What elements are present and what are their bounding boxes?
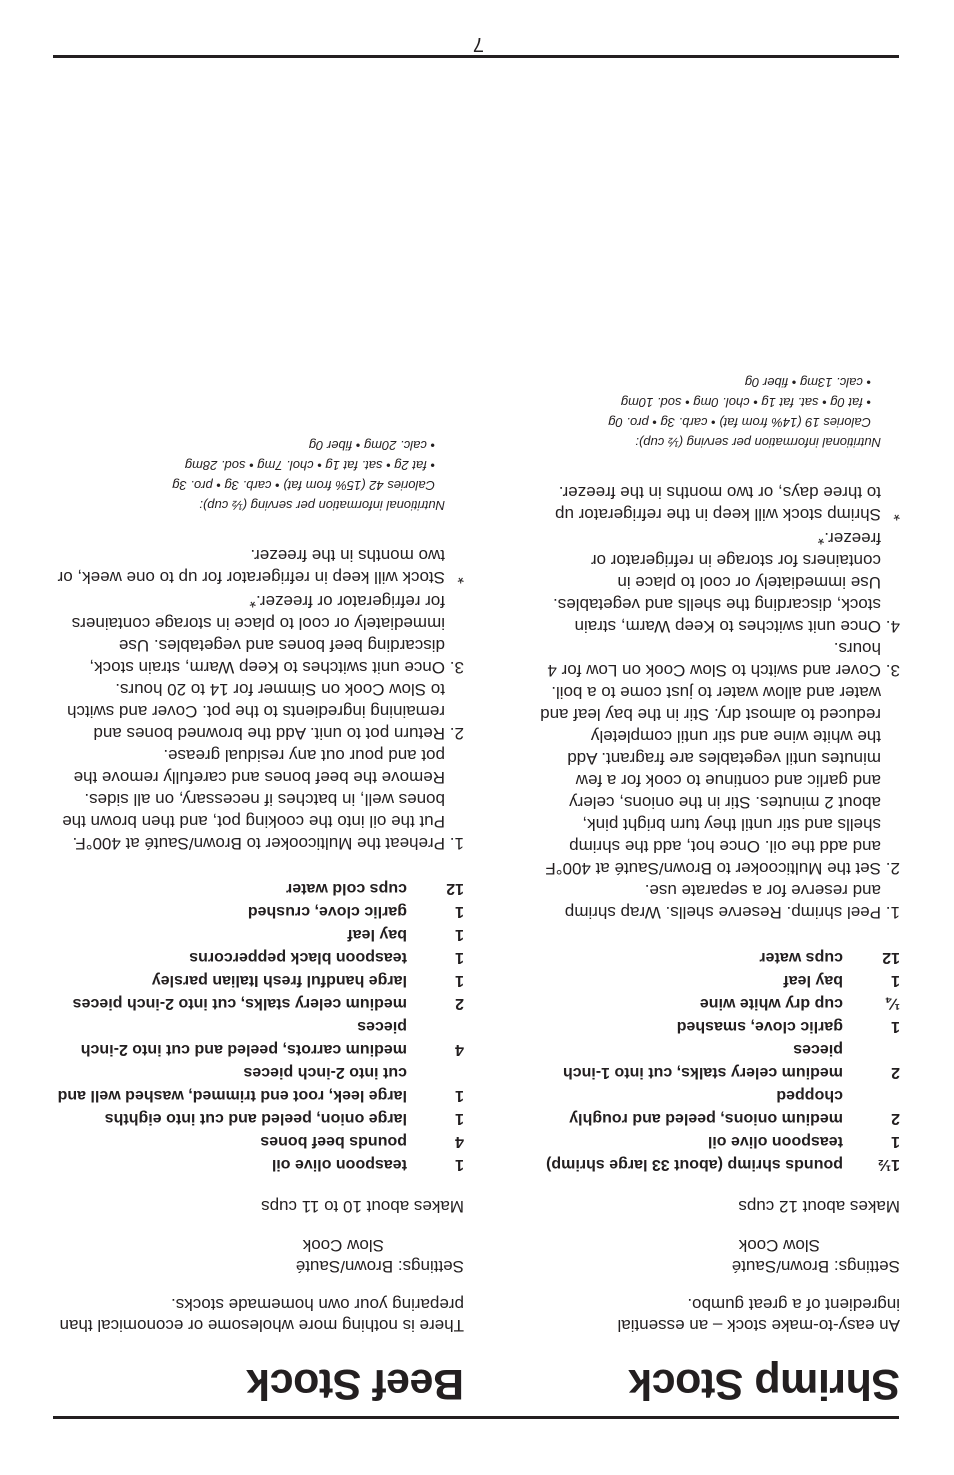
ingredient-item [54,992,464,1015]
ingredient-text: pounds shrimp (about 33 large shrimp) [546,1156,843,1173]
ingredient-text: bay leaf [783,972,843,989]
step-text: Peel shrimp. Reserve shells. Wrap shrimp and reserve for a separate use. [564,881,881,922]
ingredient-qty: 1 [455,972,464,989]
ingredient-qty: ¼ [886,995,900,1012]
ingredient-qty: 1 [891,972,900,989]
step-number: 1. [449,834,464,853]
recipe-yield: Makes about 12 cups [738,1197,900,1216]
ingredient-item [540,1038,900,1084]
storage-note [54,544,464,588]
step-item [54,744,464,854]
recipe-yield: Makes about 10 to 11 cups [261,1197,464,1216]
step-text: Preheat the Multicooker to Brown/Sauté at 400°F. Put the oil into the cooking pot, and then brown the bones well, in batches if necessary, on all sides. Remove the beef bones and carefully remove the pot and pour out any residual grease. [62,746,445,853]
settings-label: Settings: Brown/Sauté [731,1257,900,1276]
ingredient-text: large leek, root end trimmed, washed well and cut into 2-inch pieces [57,1064,407,1104]
ingredient-text: pounds beef bones [260,1133,407,1150]
settings-label: Settings: Brown/Sauté [295,1257,464,1276]
nutrition-line: Calories 19 (14% from fat) • carb. 3g • pro. 0g [608,415,871,430]
step-list [54,590,464,854]
recipe-settings [540,1235,900,1277]
ingredient-item [540,1130,900,1153]
ingredient-text: medium carrots, peeled and cut into 2-inch pieces [80,1018,407,1058]
recipe-settings [54,1235,464,1277]
settings-extra: Slow Cook [302,1236,384,1255]
recipe-shrimp-stock [540,372,900,1408]
step-item [540,879,900,923]
ingredient-qty: 1 [455,1087,464,1104]
ingredient-qty: 1½ [877,1156,900,1173]
nutrition-label: Nutritional information per serving (½ cup): [199,498,445,513]
step-item [540,637,900,681]
step-number: 3. [885,661,900,680]
ingredient-qty: 12 [882,949,900,966]
ingredient-text: cups water [759,949,843,966]
note-asterisk: * [893,505,900,524]
ingredient-item [54,1153,464,1176]
note-asterisk: * [457,568,464,587]
step-number: 3. [449,658,464,677]
step-text: Return pot to unit. Add the browned bones and remaining ingredients to the pot. Cover and switch to Slow Cook on Simmer for 14 to 20 hours. [67,680,445,743]
ingredient-item [540,992,900,1015]
top-rule [53,1416,899,1419]
step-item [540,681,900,879]
ingredient-item [540,1015,900,1038]
step-text: Once unit switches to Keep Warm, strain stock, discarding beef bones and vegetables. Use immediately or cool to place in storage containers for refrigerator or freezer.* [71,592,445,677]
nutrition-line: • calc. 20mg • fiber 0g [308,438,435,453]
step-text: Cover and switch to Slow Cook on Low for 4 hours. [547,639,881,680]
ingredient-text: teaspoon olive oil [271,1156,407,1173]
ingredient-qty: 4 [455,1133,464,1150]
step-item [540,527,900,637]
ingredient-text: cup dry white wine [699,995,843,1012]
ingredient-qty: 2 [455,995,464,1012]
ingredient-qty: 1 [455,926,464,943]
ingredient-item [54,923,464,946]
nutrition-line: • fat 0g • sat. fat 1g • chol. 0mg • sod. 10mg [620,395,871,410]
note-text: Stock will keep in refrigerator for up to one week, or two months in the freezer. [57,546,445,587]
ingredient-text: large onion, peeled and cut into eighths [104,1110,407,1127]
ingredient-text: garlic clove, smashed [676,1018,843,1035]
step-list [540,527,900,923]
ingredient-item [540,969,900,992]
step-text: Once unit switches to Keep Warm, strain stock, discarding the shells and vegetables. Use immediately or cool to place in containers for storage in refrigerator or freezer.* [553,529,881,636]
step-item [54,590,464,678]
nutrition-line: • fat 2g • sat. fat 1g • chol. 7mg • sod. 28mg [184,458,435,473]
settings-extra: Slow Cook [738,1236,820,1255]
ingredient-qty: 1 [455,1156,464,1173]
recipe-title: Shrimp Stock [628,1360,900,1408]
storage-note [540,481,900,525]
recipe-intro: There is nothing more wholesome or economical than preparing your own homemade stocks. [59,1295,464,1335]
ingredient-item [540,946,900,969]
ingredient-item [540,1153,900,1176]
ingredient-item [54,969,464,992]
nutrition-info [540,372,881,452]
ingredient-text: garlic clove, crushed [247,903,407,920]
step-text: Set the Multicooker to Brown/Sauté at 400°F and add the oil. Once hot, add the shrimp shells and stir until they turn bright pink, about 2 minutes. Stir in the onions, celery and garlic and continue to cook for a few minutes until vegetables are fragrant. Add the white wine and stir until completely reduced to almost dry. Stir in the bay leaf and water and allow water to just come to a boil. [540,683,881,878]
ingredient-text: large handful fresh Italian parsley [151,972,407,989]
nutrition-line: • calc. 13mg • fiber 0g [744,375,871,390]
step-number: 2. [885,859,900,878]
ingredient-qty: 1 [455,1110,464,1127]
ingredient-item [540,1084,900,1130]
page-number: 7 [472,33,484,55]
ingredient-qty: 1 [455,949,464,966]
ingredient-list [54,877,464,1176]
recipe-title: Beef Stock [246,1360,464,1408]
ingredient-qty: 1 [455,903,464,920]
ingredient-text: medium onions, peeled and roughly chopped [569,1087,843,1127]
step-number: 2. [449,724,464,743]
ingredient-qty: 4 [455,1041,464,1058]
ingredient-text: bay leaf [347,926,407,943]
step-number: 1. [885,903,900,922]
step-number: 4. [885,617,900,636]
ingredient-qty: 2 [891,1064,900,1081]
ingredient-text: teaspoon olive oil [707,1133,843,1150]
ingredient-qty: 1 [891,1018,900,1035]
ingredient-list [540,946,900,1176]
recipe-intro: An easy-to-make stock – an essential ingredient of a great gumbo. [617,1295,900,1335]
ingredient-item [54,946,464,969]
ingredient-item [54,1015,464,1061]
step-item [54,678,464,744]
ingredient-item [54,877,464,900]
bottom-rule [53,55,899,58]
ingredient-qty: 1 [891,1133,900,1150]
ingredient-text: medium celery stalks, cut into 1-inch pieces [562,1041,843,1081]
ingredient-item [54,1107,464,1130]
nutrition-line: Calories 42 (15% from fat) • carb. 3g • pro. 3g [172,478,435,493]
nutrition-info [54,435,445,515]
recipe-beef-stock [54,435,464,1408]
ingredient-item [54,900,464,923]
ingredient-qty: 12 [446,880,464,897]
ingredient-qty: 2 [891,1110,900,1127]
ingredient-text: medium celery stalks, cut into 2-inch pieces [72,995,407,1012]
ingredient-text: teaspoon black peppercorns [189,949,407,966]
note-text: Shrimp stock will keep in the refrigerator up to three days, or two months in the freezer. [555,483,881,524]
ingredient-item [54,1130,464,1153]
ingredient-text: cups cold water [286,880,407,897]
nutrition-label: Nutritional information per serving (½ cup): [635,435,881,450]
ingredient-item [54,1061,464,1107]
